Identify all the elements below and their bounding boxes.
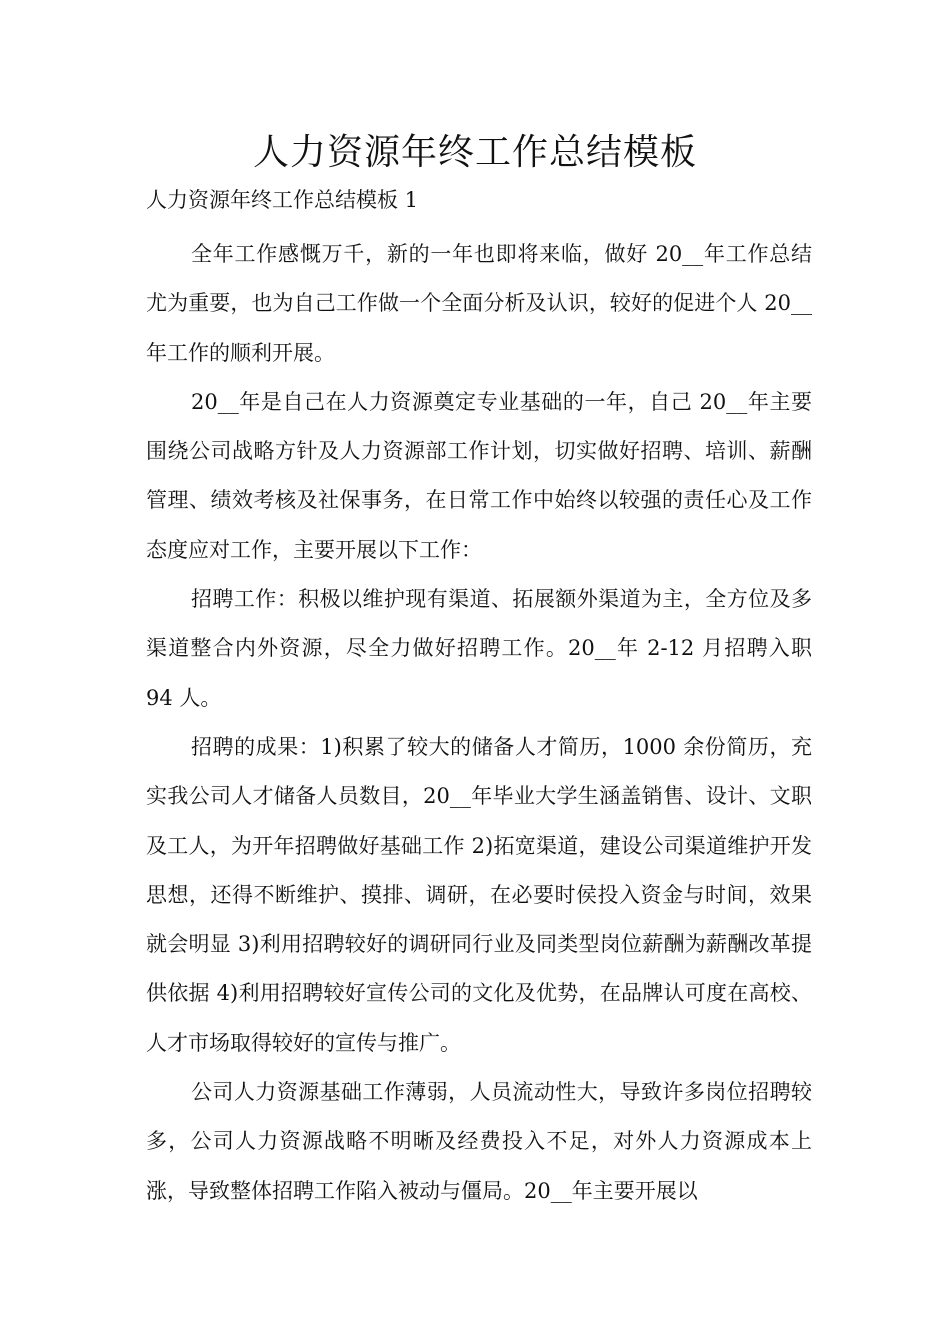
- document-title: 人力资源年终工作总结模板: [252, 132, 697, 173]
- paragraph-1: 全年工作感慨万千，新的一年也即将来临，做好 20__年工作总结尤为重要，也为自己工作做一个全面分析及认识，较好的促进个人 20__年工作的顺利开展。: [146, 242, 812, 365]
- paragraph-5: 公司人力资源基础工作薄弱，人员流动性大，导致许多岗位招聘较多，公司人力资源战略不明晰及经费投入不足，对外人力资源成本上涨，导致整体招聘工作陷入被动与僵局。20__年主要开展以: [146, 1080, 812, 1203]
- paragraph-4: 招聘的成果：1)积累了较大的储备人才简历，1000 余份简历，充实我公司人才储备人员数目，20__年毕业大学生涵盖销售、设计、文职及工人，为开年招聘做好基础工作 2)拓宽渠道，建设公司渠道维护开发思想，还得不断维护、摸排、调研，在必要时侯投入资金与时间，效果就会明显 3)利用招聘较好的调研同行业及同类型岗位薪酬为薪酬改革提供依据 4)利用招聘较好宣传公司的文化及优势，在品牌认可度在高校、人才市场取得较好的宣传与推广。: [146, 734, 812, 1055]
- paragraph-3: 招聘工作：积极以维护现有渠道、拓展额外渠道为主，全方位及多渠道整合内外资源，尽全力做好招聘工作。20__年 2-12 月招聘入职 94 人。: [146, 587, 812, 710]
- document-body: [146, 230, 812, 1216]
- document-subtitle: 人力资源年终工作总结模板 1: [146, 188, 419, 212]
- paragraph-2: 20__年是自己在人力资源奠定专业基础的一年，自己 20__年主要围绕公司战略方针及人力资源部工作计划，切实做好招聘、培训、薪酬管理、绩效考核及社保事务，在日常工作中始终以较强的责任心及工作态度应对工作，主要开展以下工作：: [146, 389, 812, 562]
